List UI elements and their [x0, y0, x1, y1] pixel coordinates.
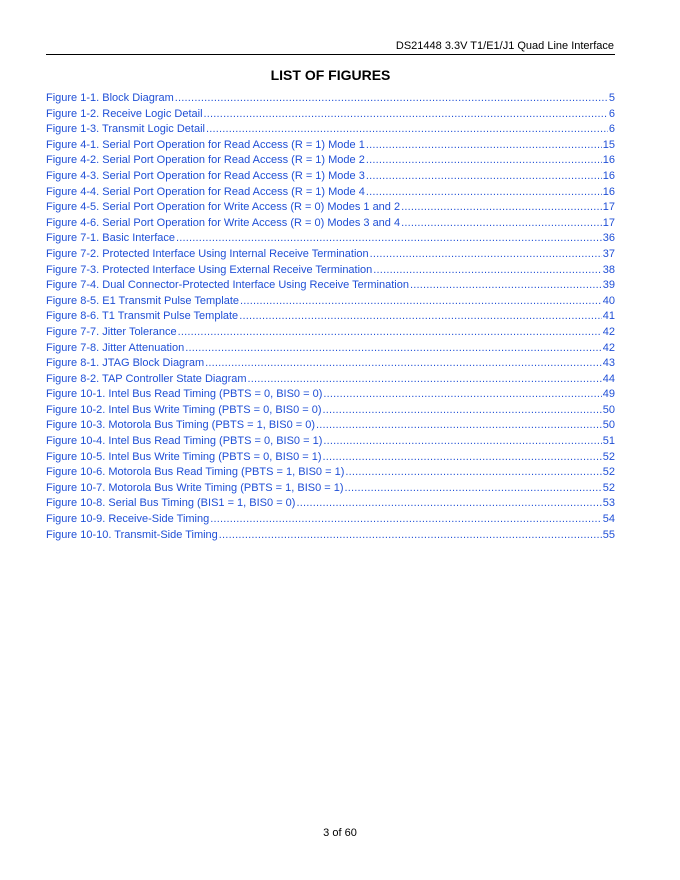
figure-page-number[interactable]: 5: [608, 92, 615, 104]
figure-page-number[interactable]: 6: [608, 123, 615, 136]
dot-leader: [219, 528, 602, 544]
dot-leader: [239, 309, 602, 325]
dot-leader: [401, 216, 602, 232]
figure-link-title[interactable]: Figure 4-1. Serial Port Operation for Read Access (R = 1) Mode 1: [46, 138, 365, 151]
dot-leader: [205, 356, 602, 372]
figure-page-number[interactable]: 37: [602, 247, 615, 260]
figure-page-number[interactable]: 42: [602, 325, 615, 338]
figure-list-item[interactable]: [46, 341, 615, 357]
dot-leader: [345, 465, 601, 481]
dot-leader: [204, 107, 608, 123]
figure-list-item[interactable]: [46, 122, 615, 138]
dot-leader: [185, 341, 602, 357]
figure-page-number[interactable]: 42: [602, 341, 615, 354]
dot-leader: [373, 263, 601, 279]
figure-list-item[interactable]: [46, 309, 615, 325]
figure-page-number[interactable]: 38: [602, 263, 615, 276]
dot-leader: [248, 372, 602, 388]
figure-page-number[interactable]: 39: [602, 279, 615, 292]
dot-leader: [316, 418, 602, 434]
figure-list-item[interactable]: [46, 481, 615, 497]
figure-link-title[interactable]: Figure 1-1. Block Diagram: [46, 92, 174, 104]
figure-link-title[interactable]: Figure 8-2. TAP Controller State Diagram: [46, 372, 247, 385]
figure-list-item[interactable]: [46, 528, 615, 544]
figure-link-title[interactable]: Figure 8-6. T1 Transmit Pulse Template: [46, 310, 239, 323]
list-of-figures: [46, 91, 615, 543]
figure-list-item[interactable]: [46, 216, 615, 232]
figure-link-title[interactable]: Figure 10-10. Transmit-Side Timing: [46, 528, 218, 541]
figure-list-item[interactable]: [46, 512, 615, 528]
figure-list-item[interactable]: [46, 169, 615, 185]
dot-leader: [210, 512, 602, 528]
figure-link-title[interactable]: Figure 4-3. Serial Port Operation for Read Access (R = 1) Mode 3: [46, 169, 365, 182]
figure-page-number[interactable]: 17: [602, 201, 615, 214]
figure-list-item[interactable]: [46, 247, 615, 263]
figure-page-number[interactable]: 41: [602, 310, 615, 323]
figure-link-title[interactable]: Figure 8-1. JTAG Block Diagram: [46, 357, 205, 370]
dot-leader: [323, 387, 601, 403]
dot-leader: [206, 122, 608, 138]
figure-page-number[interactable]: 36: [602, 232, 615, 245]
figure-page-number[interactable]: 52: [602, 466, 615, 479]
figure-page-number[interactable]: 50: [602, 403, 615, 416]
dot-leader: [401, 200, 602, 216]
figure-list-item[interactable]: [46, 372, 615, 388]
figure-link-title[interactable]: Figure 7-3. Protected Interface Using External Receive Termination: [46, 263, 373, 276]
figure-page-number[interactable]: 17: [602, 216, 615, 229]
figure-page-number[interactable]: 51: [602, 435, 615, 448]
figure-list-item[interactable]: [46, 418, 615, 434]
figure-link-title[interactable]: Figure 10-6. Motorola Bus Read Timing (PBTS = 1, BIS0 = 1): [46, 466, 345, 479]
figure-page-number[interactable]: 50: [602, 419, 615, 432]
figure-list-item[interactable]: [46, 356, 615, 372]
figure-link-title[interactable]: Figure 10-3. Motorola Bus Timing (PBTS = 1, BIS0 = 0): [46, 419, 316, 432]
running-header: DS21448 3.3V T1/E1/J1 Quad Line Interface: [395, 40, 614, 52]
dot-leader: [240, 294, 602, 310]
figure-page-number[interactable]: 6: [608, 107, 615, 120]
figure-link-title[interactable]: Figure 4-2. Serial Port Operation for Read Access (R = 1) Mode 2: [46, 154, 365, 167]
figure-list-item[interactable]: [46, 107, 615, 123]
dot-leader: [296, 496, 601, 512]
figure-list-item[interactable]: [46, 403, 615, 419]
figure-list-item[interactable]: [46, 496, 615, 512]
figure-link-title[interactable]: Figure 4-4. Serial Port Operation for Read Access (R = 1) Mode 4: [46, 185, 365, 198]
figure-list-item[interactable]: [46, 185, 615, 201]
figure-page-number[interactable]: 52: [602, 481, 615, 494]
dot-leader: [323, 434, 601, 450]
figure-list-item[interactable]: [46, 263, 615, 279]
figure-link-title[interactable]: Figure 7-7. Jitter Tolerance: [46, 325, 177, 338]
dot-leader: [178, 325, 602, 341]
figure-link-title[interactable]: Figure 10-7. Motorola Bus Write Timing (PBTS = 1, BIS0 = 1): [46, 481, 344, 494]
dot-leader: [176, 231, 602, 247]
dot-leader: [366, 169, 602, 185]
figure-page-number[interactable]: 15: [602, 138, 615, 151]
figure-link-title[interactable]: Figure 10-2. Intel Bus Write Timing (PBTS = 0, BIS0 = 0): [46, 403, 322, 416]
figure-page-number[interactable]: 40: [602, 294, 615, 307]
header-divider: [46, 54, 615, 55]
figure-page-number[interactable]: 49: [602, 388, 615, 401]
figure-link-title[interactable]: Figure 10-4. Intel Bus Read Timing (PBTS = 0, BIS0 = 1): [46, 435, 323, 448]
figure-page-number[interactable]: 16: [602, 154, 615, 167]
figure-page-number[interactable]: 52: [602, 450, 615, 463]
figure-list-item[interactable]: [46, 231, 615, 247]
dot-leader: [345, 481, 602, 497]
dot-leader: [410, 278, 602, 294]
figure-link-title[interactable]: Figure 10-5. Intel Bus Write Timing (PBTS = 0, BIS0 = 1): [46, 450, 322, 463]
figure-list-item[interactable]: [46, 278, 615, 294]
figure-page-number[interactable]: 16: [602, 169, 615, 182]
figure-link-title[interactable]: Figure 7-8. Jitter Attenuation: [46, 341, 185, 354]
figure-page-number[interactable]: 53: [602, 497, 615, 510]
figure-link-title[interactable]: Figure 7-2. Protected Interface Using Internal Receive Termination: [46, 247, 369, 260]
figure-list-item[interactable]: [46, 138, 615, 154]
figure-list-item[interactable]: [46, 153, 615, 169]
figure-page-number[interactable]: 16: [602, 185, 615, 198]
dot-leader: [323, 450, 602, 466]
dot-leader: [175, 91, 608, 107]
dot-leader: [366, 138, 602, 154]
figure-list-item[interactable]: [46, 434, 615, 450]
figure-list-item[interactable]: [46, 91, 615, 107]
figure-link-title[interactable]: Figure 10-8. Serial Bus Timing (BIS1 = 1, BIS0 = 0): [46, 497, 296, 510]
figure-link-title[interactable]: Figure 10-9. Receive-Side Timing: [46, 513, 210, 526]
figure-page-number[interactable]: 44: [602, 372, 615, 385]
figure-page-number[interactable]: 43: [602, 357, 615, 370]
dot-leader: [366, 185, 602, 201]
figure-link-title[interactable]: Figure 1-2. Receive Logic Detail: [46, 107, 203, 120]
figure-link-title[interactable]: Figure 4-5. Serial Port Operation for Write Access (R = 0) Modes 1 and 2: [46, 201, 401, 214]
figure-link-title[interactable]: Figure 7-1. Basic Interface: [46, 232, 176, 245]
figure-list-item[interactable]: [46, 294, 615, 310]
figure-list-item[interactable]: [46, 387, 615, 403]
page-title: LIST OF FIGURES: [270, 67, 391, 83]
dot-leader: [370, 247, 602, 263]
dot-leader: [366, 153, 602, 169]
figure-link-title[interactable]: Figure 7-4. Dual Connector-Protected Interface Using Receive Termination: [46, 279, 409, 292]
figure-link-title[interactable]: Figure 8-5. E1 Transmit Pulse Template: [46, 294, 239, 307]
figure-list-item[interactable]: [46, 450, 615, 466]
figure-list-item[interactable]: [46, 325, 615, 341]
figure-link-title[interactable]: Figure 4-6. Serial Port Operation for Write Access (R = 0) Modes 3 and 4: [46, 216, 401, 229]
figure-page-number[interactable]: 54: [602, 513, 615, 526]
figure-list-item[interactable]: [46, 465, 615, 481]
figure-link-title[interactable]: Figure 1-3. Transmit Logic Detail: [46, 123, 205, 136]
figure-page-number[interactable]: 55: [602, 528, 615, 541]
dot-leader: [323, 403, 602, 419]
figure-link-title[interactable]: Figure 10-1. Intel Bus Read Timing (PBTS = 0, BIS0 = 0): [46, 388, 323, 401]
figure-list-item[interactable]: [46, 200, 615, 216]
page-number: 3 of 60: [323, 827, 357, 839]
